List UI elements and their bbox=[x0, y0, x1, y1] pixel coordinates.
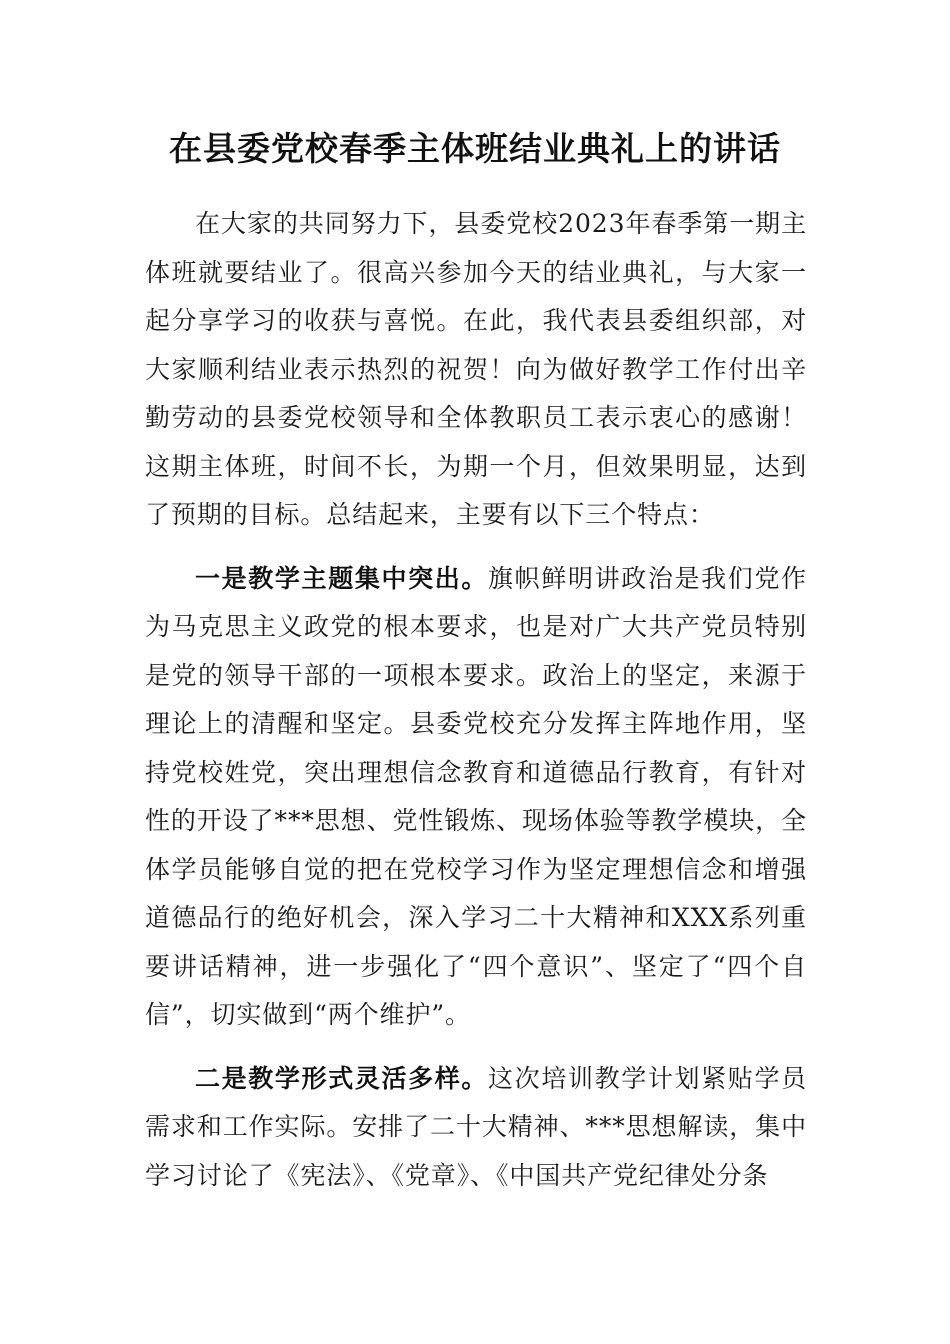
document-body bbox=[145, 200, 807, 1200]
document-title: 在县委党校春季主体班结业典礼上的讲话 bbox=[169, 129, 781, 168]
paragraph-text: 在大家的共同努力下，县委党校2023年春季第一期主体班就要结业了。很高兴参加今天的结业典礼，与大家一起分享学习的收获与喜悦。在此，我代表县委组织部，对大家顺利结业表示热烈的祝贺！向为做好教学工作付出辛勤劳动的县委党校领导和全体教职员工表示衷心的感谢！这期主体班，时间不长，为期一个月，但效果明显，达到了预期的目标。总结起来，主要有以下三个特点： bbox=[145, 209, 807, 529]
paragraph-lead: 二是教学形式灵活多样。 bbox=[195, 1063, 489, 1093]
paragraph-point-two bbox=[145, 1055, 807, 1201]
paragraph-intro bbox=[145, 200, 807, 540]
paragraph-lead: 一是教学主题集中突出。 bbox=[195, 563, 489, 593]
paragraph-text: 旗帜鲜明讲政治是我们党作为马克思主义政党的根本要求，也是对广大共产党员特别是党的领导干部的一项根本要求。政治上的坚定，来源于理论上的清醒和坚定。县委党校充分发挥主阵地作用，坚持党校姓党，突出理想信念教育和道德品行教育，有针对性的开设了***思想、党性锻炼、现场体验等教学模块，全体学员能够自觉的把在党校学习作为坚定理想信念和增强道德品行的绝好机会，深入学习二十大精神和XXX系列重要讲话精神，进一步强化了“四个意识”、坚定了“四个自信”，切实做到“两个维护”。 bbox=[145, 563, 807, 1029]
paragraph-point-one bbox=[145, 555, 807, 1040]
paragraph-text: 这次培训教学计划紧贴学员需求和工作实际。安排了二十大精神、***思想解读，集中学习讨论了《宪法》、《党章》、《中国共产党纪律处分条 bbox=[145, 1063, 807, 1190]
